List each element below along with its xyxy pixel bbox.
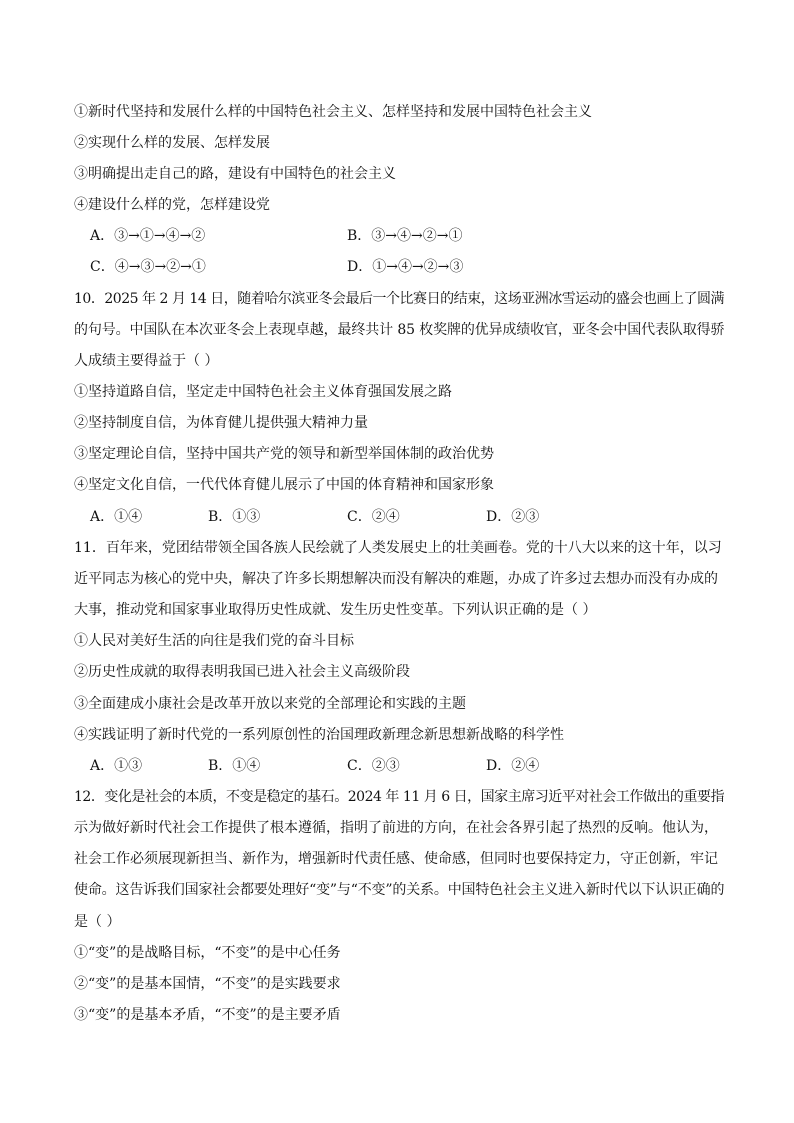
q9-option-a[interactable]: A．③→①→④→② xyxy=(90,228,206,244)
q9-option-b[interactable]: B．③→④→②→① xyxy=(347,228,463,244)
q12-statement-3: ③“变”的是基本矛盾，“不变”的是主要矛盾 xyxy=(74,1007,341,1023)
q11-stem-line-3: 大事，推动党和国家事业取得历史性成就、发生历史性变革。下列认识正确的是（ ） xyxy=(74,602,597,618)
q9-option-c[interactable]: C．④→③→②→① xyxy=(90,259,206,275)
q10-statement-1: ①坚持道路自信，坚定走中国特色社会主义体育强国发展之路 xyxy=(74,384,452,400)
q11-option-d[interactable]: D．②④ xyxy=(486,758,540,774)
q11-option-b[interactable]: B．①④ xyxy=(208,758,261,774)
q11-statement-2: ②历史性成就的取得表明我国已进入社会主义高级阶段 xyxy=(74,664,410,680)
q11-statement-1: ①人民对美好生活的向往是我们党的奋斗目标 xyxy=(74,633,354,649)
q12-stem-line-2: 示为做好新时代社会工作提供了根本遵循，指明了前进的方向，在社会各界引起了热烈的反响。他认为， xyxy=(74,820,718,836)
q10-option-a[interactable]: A．①④ xyxy=(90,509,143,525)
q12-statement-1: ①“变”的是战略目标，“不变”的是中心任务 xyxy=(74,945,341,961)
q9-statement-2: ②实现什么样的发展、怎样发展 xyxy=(74,135,270,151)
q10-statement-2: ②坚持制度自信，为体育健儿提供强大精神力量 xyxy=(74,415,368,431)
q10-options-row xyxy=(74,507,724,527)
q9-statement-1: ①新时代坚持和发展什么样的中国特色社会主义、怎样坚持和发展中国特色社会主义 xyxy=(74,104,592,120)
q12-stem-line-5: 是（ ） xyxy=(74,914,121,930)
q10-statement-4: ④坚定文化自信，一代代体育健儿展示了中国的体育精神和国家形象 xyxy=(74,477,494,493)
q11-statement-4: ④实践证明了新时代党的一系列原创性的治国理政新理念新思想新战略的科学性 xyxy=(74,727,564,743)
q11-statement-3: ③全面建成小康社会是改革开放以来党的全部理论和实践的主题 xyxy=(74,696,466,712)
q12-stem-line-4: 使命。这告诉我们国家社会都要处理好“变”与“不变”的关系。中国特色社会主义进入新时代以下认识正确的 xyxy=(74,882,725,898)
q9-statement-3: ③明确提出走自己的路，建设有中国特色的社会主义 xyxy=(74,166,396,182)
q10-stem-line-3: 人成绩主要得益于（ ） xyxy=(74,353,219,369)
q10-statement-3: ③坚定理论自信，坚持中国共产党的领导和新型举国体制的政治优势 xyxy=(74,446,494,462)
q12-stem-line-3: 社会工作必须展现新担当、新作为，增强新时代责任感、使命感，但同时也要保持定力，守正创新，牢记 xyxy=(74,851,718,867)
q9-option-d[interactable]: D．①→④→②→③ xyxy=(347,259,464,275)
q11-stem-line-1: 11．百年来，党团结带领全国各族人民绘就了人类发展史上的壮美画卷。党的十八大以来的这十年，以习 xyxy=(74,540,722,556)
q11-stem-line-2: 近平同志为核心的党中央，解决了许多长期想解决而没有解决的难题，办成了许多过去想办而没有办成的 xyxy=(74,571,718,587)
q9-options-row-1 xyxy=(74,226,724,246)
q11-option-a[interactable]: A．①③ xyxy=(90,758,143,774)
q12-stem-line-1: 12．变化是社会的本质，不变是稳定的基石。2024 年 11 月 6 日，国家主席习近平对社会工作做出的重要指 xyxy=(74,789,725,805)
q9-statement-4: ④建设什么样的党，怎样建设党 xyxy=(74,197,270,213)
q10-option-b[interactable]: B．①③ xyxy=(208,509,261,525)
q9-options-row-2 xyxy=(74,257,724,277)
q10-option-c[interactable]: C．②④ xyxy=(347,509,400,525)
q10-option-d[interactable]: D．②③ xyxy=(486,509,540,525)
q10-stem-line-1: 10．2025 年 2 月 14 日，随着哈尔滨亚冬会最后一个比赛日的结束，这场亚洲冰雪运动的盛会也画上了圆满 xyxy=(74,291,725,307)
q11-option-c[interactable]: C．②③ xyxy=(347,758,400,774)
q11-options-row xyxy=(74,756,724,776)
q10-stem-line-2: 的句号。中国队在本次亚冬会上表现卓越，最终共计 85 枚奖牌的优异成绩收官，亚冬会中国代表队取得骄 xyxy=(74,322,725,338)
q12-statement-2: ②“变”的是基本国情，“不变”的是实践要求 xyxy=(74,976,341,992)
